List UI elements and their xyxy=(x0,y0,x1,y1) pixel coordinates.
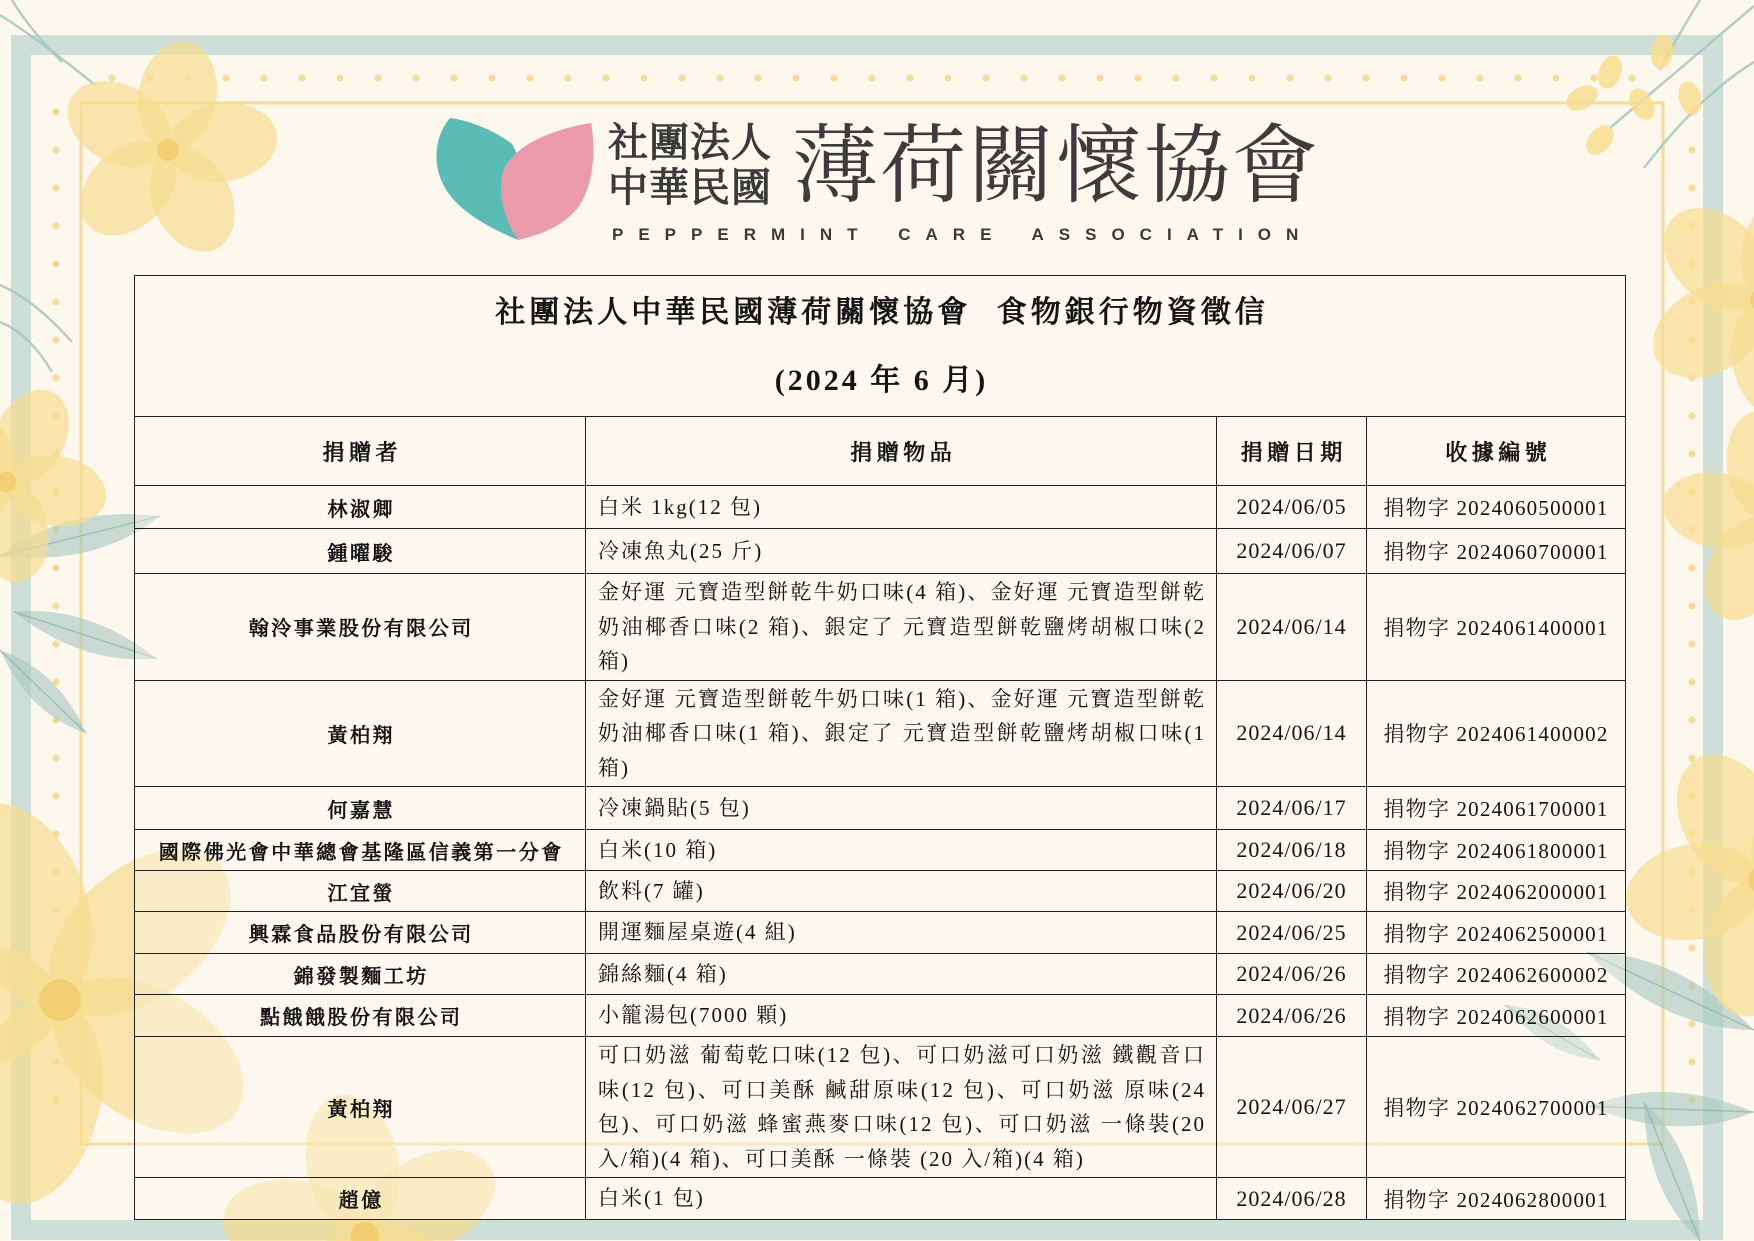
date-cell: 2024/06/18 xyxy=(1217,830,1367,871)
table-row xyxy=(135,995,1626,1037)
border-dot xyxy=(52,602,59,609)
table-title-row xyxy=(135,276,1626,417)
donor-cell: 點餓餓股份有限公司 xyxy=(135,995,586,1037)
items-cell: 冷凍鍋貼(5 包) xyxy=(586,787,1217,830)
items-cell: 錦絲麵(4 箱) xyxy=(586,954,1217,995)
border-dot xyxy=(1688,716,1695,723)
donor-cell: 趙億 xyxy=(135,1178,586,1220)
logo-pink-leaf xyxy=(501,123,593,240)
items-cell: 金好運 元寶造型餅乾牛奶口味(1 箱)、金好運 元寶造型餅乾奶油椰香口味(1 箱)、銀定了 元寶造型餅乾鹽烤胡椒口味(1 箱) xyxy=(586,680,1217,787)
date-cell: 2024/06/14 xyxy=(1217,574,1367,681)
table-header-row xyxy=(135,417,1626,486)
table-row xyxy=(135,912,1626,954)
date-cell: 2024/06/28 xyxy=(1217,1178,1367,1220)
border-dot xyxy=(52,792,59,799)
donor-cell: 翰泠事業股份有限公司 xyxy=(135,574,586,681)
branch-decoration xyxy=(0,285,72,342)
date-cell: 2024/06/17 xyxy=(1217,787,1367,830)
border-dot xyxy=(1688,640,1695,647)
org-type-labels xyxy=(608,121,772,211)
receipt-cell: 捐物字 2024061800001 xyxy=(1367,830,1626,871)
receipt-cell: 捐物字 2024062700001 xyxy=(1367,1037,1626,1178)
org-type-label: 社團法人 xyxy=(608,120,772,166)
border-dot xyxy=(1688,678,1695,685)
donor-cell: 國際佛光會中華總會基隆區信義第一分會 xyxy=(135,830,586,871)
date-cell: 2024/06/25 xyxy=(1217,912,1367,954)
column-header-date: 捐贈日期 xyxy=(1217,417,1367,486)
items-cell: 開運麵屋桌遊(4 組) xyxy=(586,912,1217,954)
border-dot xyxy=(52,754,59,761)
border-dot xyxy=(52,564,59,571)
receipt-cell: 捐物字 2024061400001 xyxy=(1367,574,1626,681)
donor-cell: 林淑卿 xyxy=(135,486,586,529)
date-cell: 2024/06/20 xyxy=(1217,871,1367,912)
items-cell: 白米 1kg(12 包) xyxy=(586,486,1217,529)
table-row xyxy=(135,1037,1626,1178)
border-dot xyxy=(1688,412,1695,419)
donor-cell: 鍾曜駿 xyxy=(135,529,586,574)
date-cell: 2024/06/14 xyxy=(1217,680,1367,787)
column-header-items: 捐贈物品 xyxy=(586,417,1217,486)
table-row xyxy=(135,529,1626,574)
border-dot xyxy=(1688,450,1695,457)
donor-cell: 何嘉慧 xyxy=(135,787,586,830)
org-name: 薄荷關懷協會 xyxy=(792,116,1320,216)
table-row xyxy=(135,871,1626,912)
donor-cell: 黃柏翔 xyxy=(135,1037,586,1178)
border-dot xyxy=(1688,944,1695,951)
table-row xyxy=(135,1178,1626,1220)
donor-cell: 興霖食品股份有限公司 xyxy=(135,912,586,954)
flower-center xyxy=(39,979,81,1021)
items-cell: 小籠湯包(7000 顆) xyxy=(586,995,1217,1037)
column-header-donor: 捐贈者 xyxy=(135,417,586,486)
table-row xyxy=(135,787,1626,830)
border-dot xyxy=(1688,602,1695,609)
receipt-cell: 捐物字 2024062000001 xyxy=(1367,871,1626,912)
receipt-cell: 捐物字 2024062800001 xyxy=(1367,1178,1626,1220)
receipt-cell: 捐物字 2024062600001 xyxy=(1367,995,1626,1037)
date-cell: 2024/06/07 xyxy=(1217,529,1367,574)
org-country-label: 中華民國 xyxy=(608,165,772,211)
items-cell: 金好運 元寶造型餅乾牛奶口味(4 箱)、金好運 元寶造型餅乾奶油椰香口味(2 箱)、銀定了 元寶造型餅乾鹽烤胡椒口味(2 箱) xyxy=(586,574,1217,681)
document-period: (2024 年 6 月) xyxy=(774,364,989,397)
document-title: 社團法人中華民國薄荷關懷協會 食物銀行物資徵信 xyxy=(495,296,1269,329)
column-header-receipt: 收據編號 xyxy=(1367,417,1626,486)
receipt-cell: 捐物字 2024061700001 xyxy=(1367,787,1626,830)
donor-cell: 黃柏翔 xyxy=(135,680,586,787)
border-dot xyxy=(52,260,59,267)
donor-cell: 江宜螢 xyxy=(135,871,586,912)
table-row xyxy=(135,574,1626,681)
donor-cell: 錦發製麵工坊 xyxy=(135,954,586,995)
logo-mark-icon xyxy=(428,110,598,245)
items-cell: 白米(1 包) xyxy=(586,1178,1217,1220)
receipt-cell: 捐物字 2024062600002 xyxy=(1367,954,1626,995)
receipt-cell: 捐物字 2024060500001 xyxy=(1367,486,1626,529)
organization-logo xyxy=(0,0,1754,260)
items-cell: 白米(10 箱) xyxy=(586,830,1217,871)
date-cell: 2024/06/27 xyxy=(1217,1037,1367,1178)
border-dot xyxy=(1688,1058,1695,1065)
table-title-cell xyxy=(135,276,1626,417)
receipt-cell: 捐物字 2024062500001 xyxy=(1367,912,1626,954)
table-row xyxy=(135,954,1626,995)
receipt-cell: 捐物字 2024061400002 xyxy=(1367,680,1626,787)
border-dot xyxy=(1688,1020,1695,1027)
border-dot xyxy=(52,298,59,305)
items-cell: 可口奶滋 葡萄乾口味(12 包)、可口奶滋可口奶滋 鐵觀音口味(12 包)、可口美酥 鹹甜原味(12 包)、可口奶滋 原味(24 包)、可口奶滋 蜂蜜燕麥口味(12 包)、可口奶滋 一條裝(20 入/箱)(4 箱)、可口美酥 一條裝 (20 入/箱)(4 箱) xyxy=(586,1037,1217,1178)
receipt-cell: 捐物字 2024060700001 xyxy=(1367,529,1626,574)
items-cell: 冷凍魚丸(25 斤) xyxy=(586,529,1217,574)
date-cell: 2024/06/26 xyxy=(1217,995,1367,1037)
date-cell: 2024/06/05 xyxy=(1217,486,1367,529)
border-dot xyxy=(52,374,59,381)
table-row xyxy=(135,680,1626,787)
date-cell: 2024/06/26 xyxy=(1217,954,1367,995)
table-row xyxy=(135,486,1626,529)
border-dot xyxy=(1688,564,1695,571)
table-row xyxy=(135,830,1626,871)
donation-table xyxy=(134,275,1626,1220)
border-dot xyxy=(52,336,59,343)
border-dot xyxy=(52,640,59,647)
org-english-name: PEPPERMINT CARE ASSOCIATION xyxy=(612,225,1314,244)
items-cell: 飲料(7 罐) xyxy=(586,871,1217,912)
